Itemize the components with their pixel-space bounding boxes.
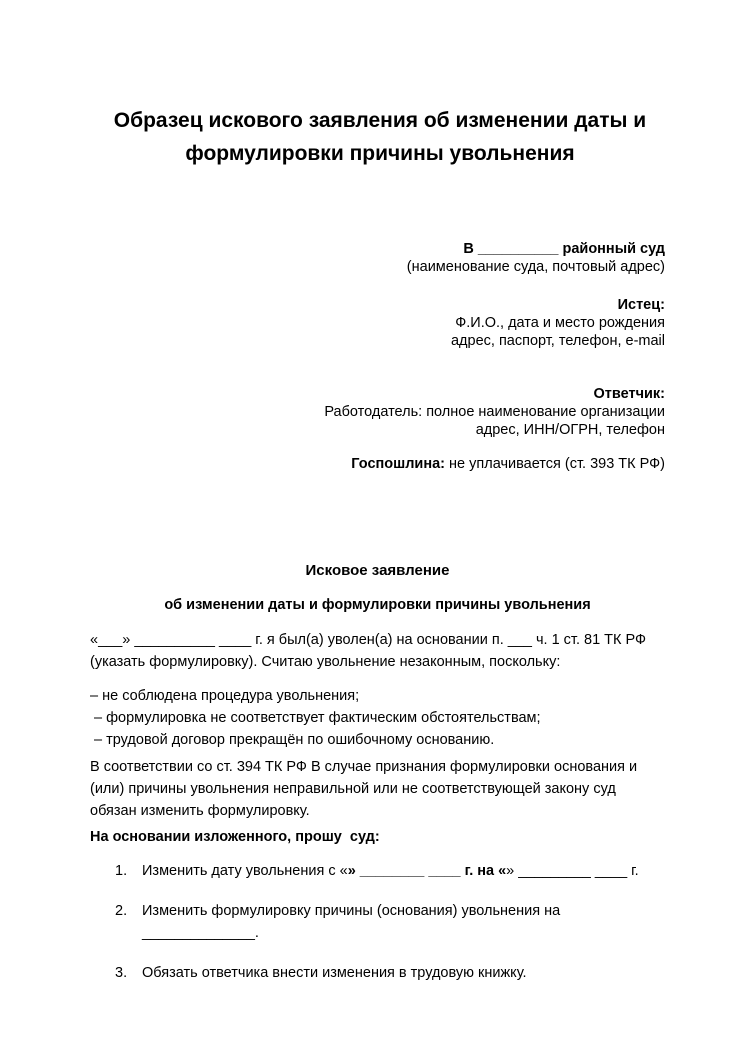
claim-heading: Исковое заявление	[305, 562, 450, 579]
request-text-pre: Обязать ответчика внести изменения в трудовую книжку.	[142, 965, 527, 981]
plaintiff-name-line: Ф.И.О., дата и место рождения	[455, 315, 665, 331]
request-item-1	[115, 860, 665, 882]
fee-label: Госпошлина:	[351, 456, 446, 472]
court-hint-line: (наименование суда, почтовый адрес)	[406, 259, 665, 275]
defendant-contacts-line: адрес, ИНН/ОГРН, телефон	[475, 422, 665, 438]
request-text	[142, 900, 665, 944]
defendant-block	[90, 385, 665, 439]
plaintiff-label: Истец:	[617, 297, 665, 313]
reason-item-2: – формулировка не соответствует фактическим обстоятельствам;	[90, 710, 541, 726]
request-number: 3.	[115, 965, 128, 981]
fee-block	[90, 455, 665, 473]
court-header-block	[90, 240, 665, 473]
request-item-3	[115, 962, 665, 984]
request-number: 1.	[115, 863, 128, 879]
claim-subheading: об изменении даты и формулировки причины увольнения	[164, 597, 591, 613]
intro-paragraph: «___» __________ ____ г. я был(а) уволен(а) на основании п. ___ ч. 1 ст. 81 ТК РФ (указать формулировку). Считаю увольнение незаконным, поскольку:	[90, 632, 651, 670]
reason-item-1: – не соблюдена процедура увольнения;	[90, 688, 360, 704]
law-paragraph: В соответствии со ст. 394 ТК РФ В случае признания формулировки основания и (или) причины увольнения неправильной или не соответствующей закону суд обязан изменить формулировку.	[90, 759, 642, 819]
requests-list	[90, 860, 665, 984]
request-item-2	[115, 900, 665, 944]
request-text-bold: » ________ ____ г. на «	[347, 863, 507, 879]
fee-value: не уплачивается (ст. 393 ТК РФ)	[445, 456, 665, 472]
request-text	[142, 860, 639, 882]
demand-heading: На основании изложенного, прошу суд:	[90, 829, 380, 845]
defendant-label: Ответчик:	[593, 386, 665, 402]
court-name-line: В __________ районный суд	[463, 241, 665, 257]
reasons-list	[90, 685, 665, 751]
request-text-pre: Изменить дату увольнения с «	[142, 863, 348, 879]
request-text-post: » _________ ____ г.	[506, 863, 639, 879]
plaintiff-contacts-line: адрес, паспорт, телефон, e-mail	[450, 333, 665, 349]
defendant-name-line: Работодатель: полное наименование организации	[324, 404, 665, 420]
document-title: Образец искового заявления об изменении даты и формулировки причины увольнения	[113, 109, 647, 165]
request-number: 2.	[115, 903, 128, 919]
reason-item-3: – трудовой договор прекращён по ошибочному основанию.	[90, 732, 495, 748]
plaintiff-block	[90, 296, 665, 350]
request-text	[142, 962, 527, 984]
request-text-pre: Изменить формулировку причины (основания) увольнения на ______________.	[142, 903, 565, 941]
fee-line	[90, 455, 665, 473]
